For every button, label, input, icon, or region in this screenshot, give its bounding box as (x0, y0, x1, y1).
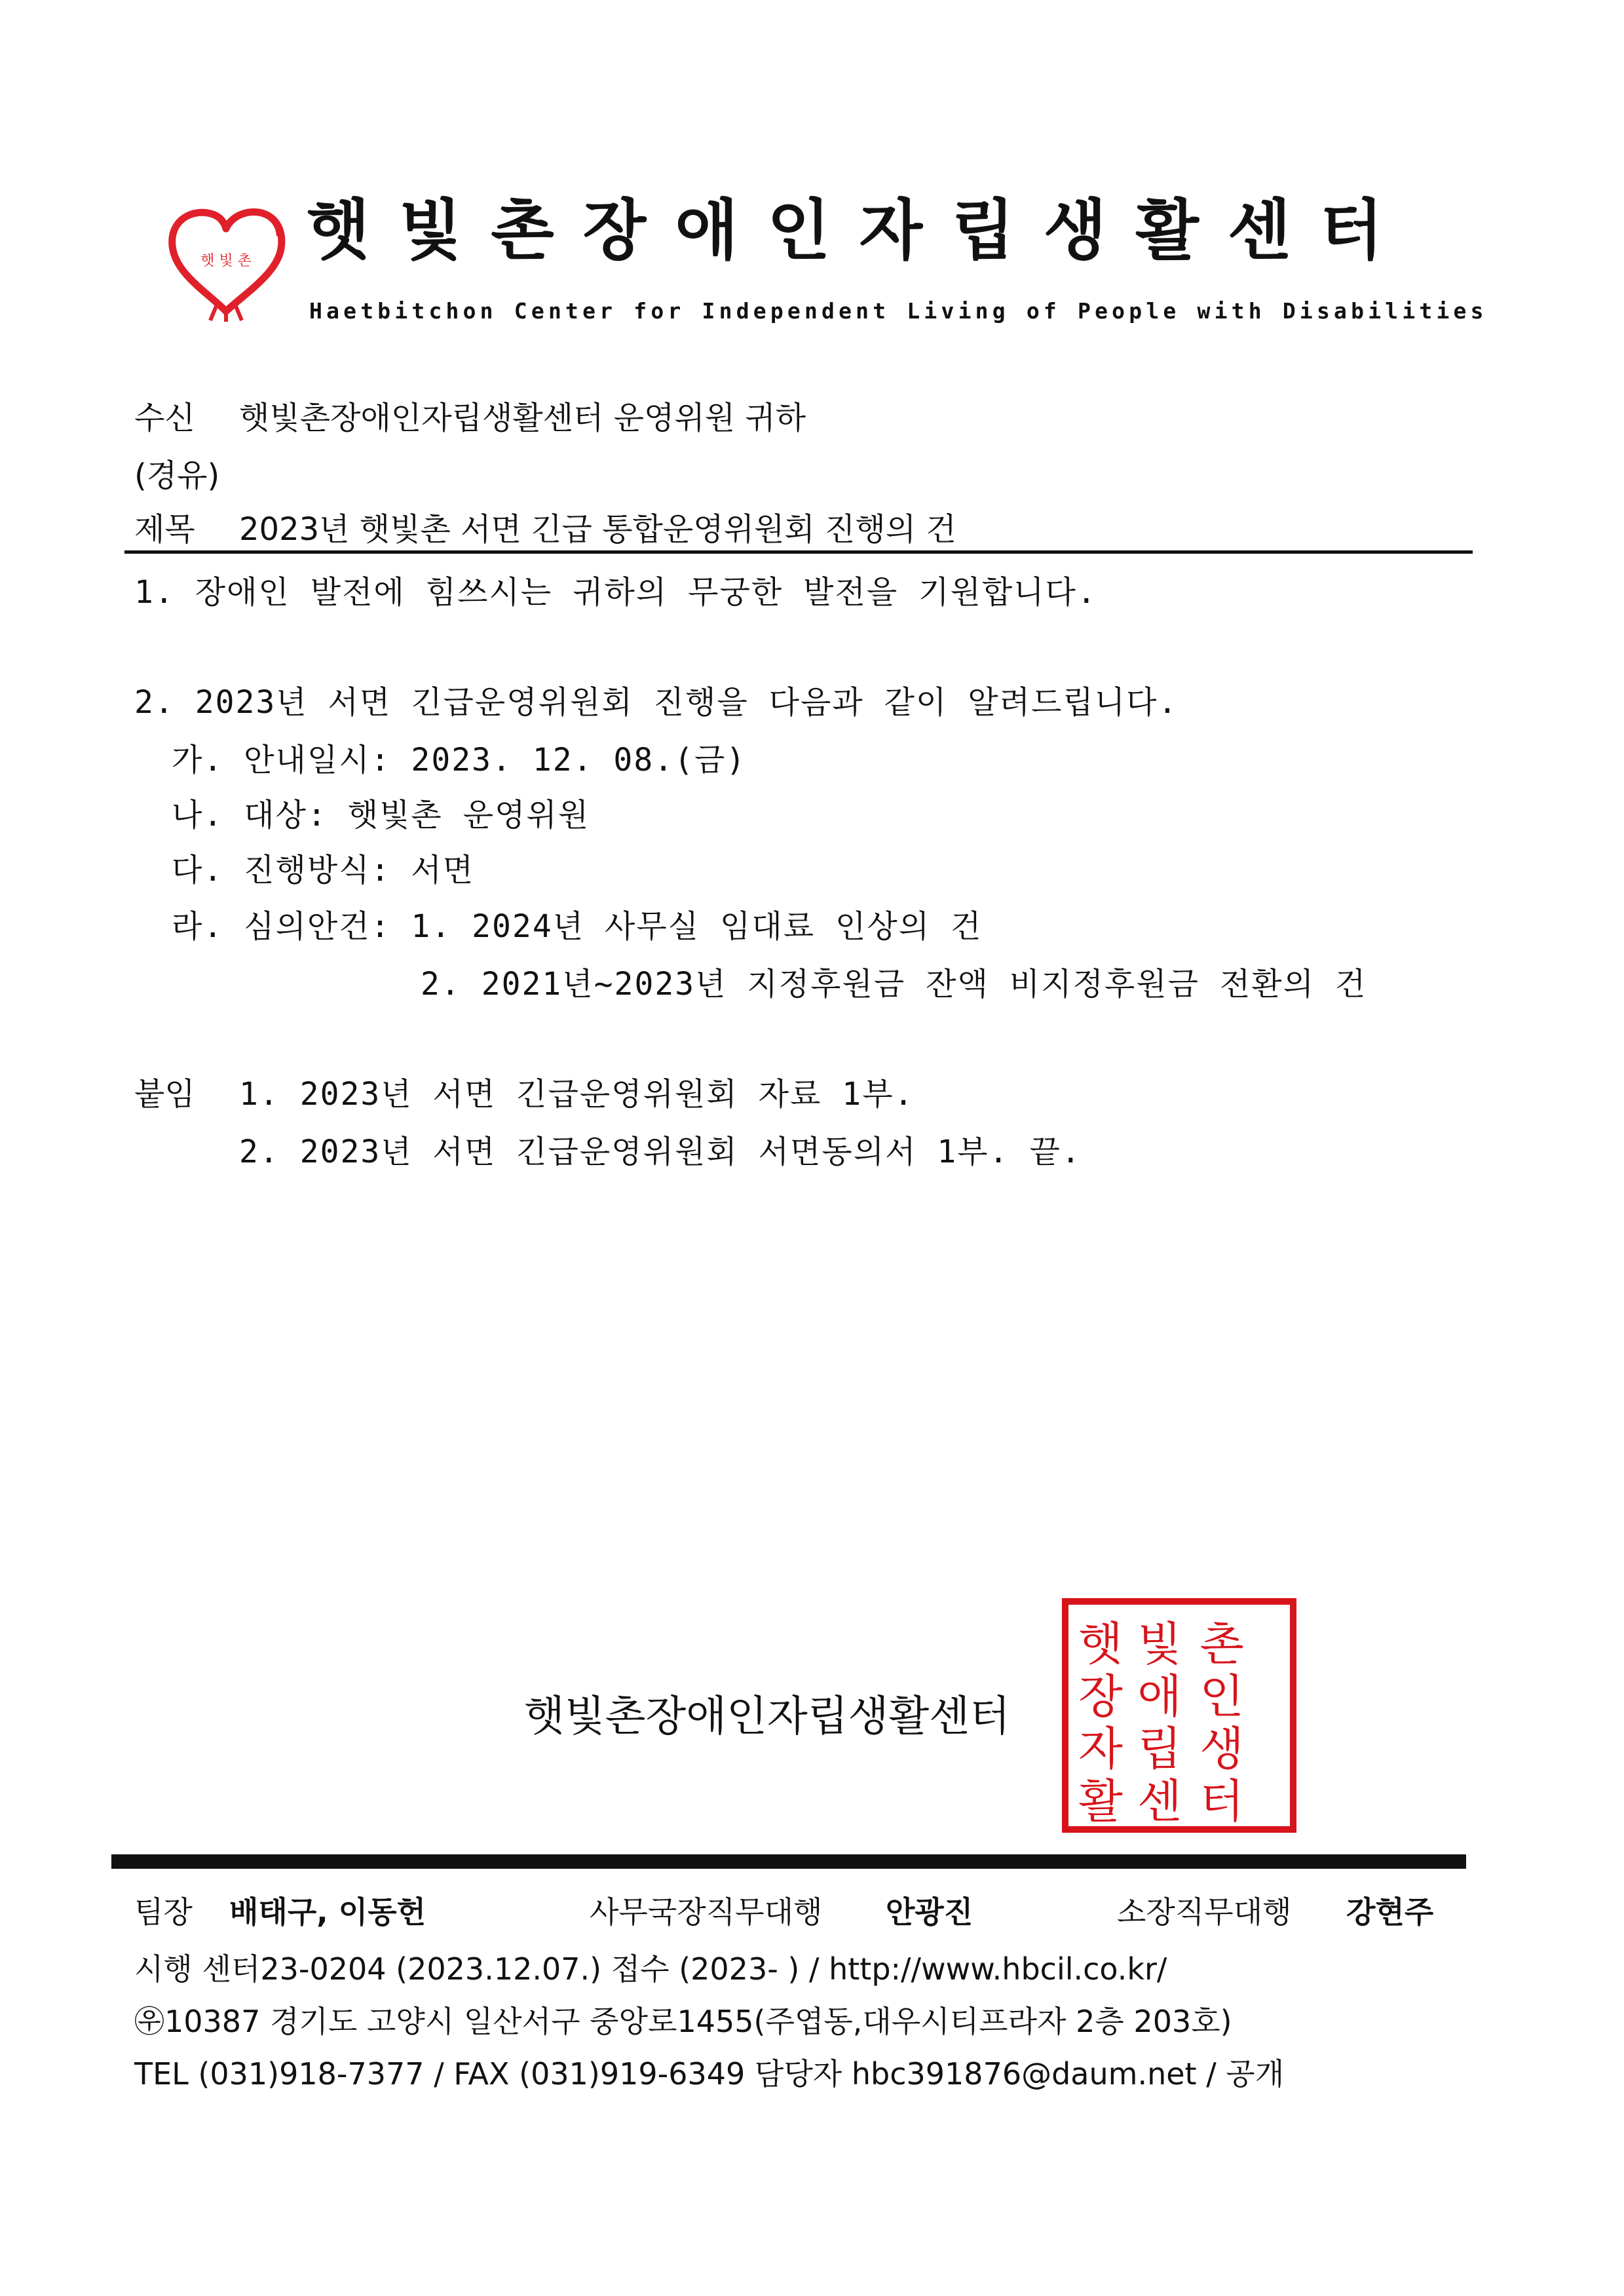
contact-line: TEL (031)918-7377 / FAX (031)919-6349 담당자 hbc391876@daum.net / 공개 (134, 2056, 1285, 2092)
subject-divider (124, 550, 1473, 554)
svg-text:립: 립 (1137, 1722, 1182, 1776)
team-lead-value: 배태구, 이동헌 (229, 1894, 426, 1930)
list-item: 나. 대상: 햇빛촌 운영위원 (172, 797, 590, 833)
list-item: 라. 심의안건: 1. 2024년 사무실 임대료 인상의 건 (172, 908, 983, 945)
attachments-label: 붙임 (134, 1076, 195, 1113)
organization-title: 햇빛촌장애인자립생활센터 (307, 192, 1412, 269)
paragraph-2: 2. 2023년 서면 긴급운영위원회 진행을 다음과 같이 알려드립니다. (134, 684, 1179, 721)
secretary-label: 사무국장직무대행 (590, 1894, 823, 1930)
list-item: 가. 안내일시: 2023. 12. 08.(금) (172, 742, 747, 778)
svg-text:생: 생 (1199, 1722, 1244, 1776)
recipient-value: 햇빛촌장애인자립생활센터 운영위원 귀하 (239, 400, 806, 436)
heart-logo (161, 200, 292, 324)
subject-label: 제목 (134, 511, 195, 548)
official-seal (1061, 1598, 1297, 1833)
subject-value: 2023년 햇빛촌 서면 긴급 통합운영위원회 진행의 건 (239, 511, 956, 548)
svg-text:햇: 햇 (1078, 1617, 1123, 1671)
recipient-label: 수신 (134, 400, 195, 436)
svg-text:터: 터 (1199, 1774, 1244, 1828)
sender-name: 햇빛촌장애인자립생활센터 (524, 1693, 1010, 1741)
footer-divider (111, 1854, 1466, 1869)
svg-text:인: 인 (1199, 1670, 1244, 1723)
via-label: (경유) (134, 457, 220, 494)
svg-text:애: 애 (1137, 1670, 1182, 1723)
secretary-value: 안광진 (886, 1894, 973, 1930)
attachment-item: 1. 2023년 서면 긴급운영위원회 자료 1부. (239, 1076, 915, 1113)
svg-text:활: 활 (1078, 1774, 1123, 1828)
enforcement-line: 시행 센터23-0204 (2023.12.07.) 접수 (2023- ) / http://www.hbcil.co.kr/ (134, 1951, 1167, 1987)
list-item: 다. 진행방식: 서면 (172, 852, 475, 889)
logo-text: 햇 빛 촌 (200, 253, 252, 269)
svg-text:자: 자 (1078, 1722, 1123, 1776)
team-lead-label: 팀장 (134, 1894, 193, 1930)
director-value: 강현주 (1346, 1894, 1434, 1930)
svg-text:센: 센 (1137, 1774, 1182, 1828)
address-line: ㉾10387 경기도 고양시 일산서구 중앙로1455(주엽동,대우시티프라자 2층 203호) (134, 2004, 1232, 2039)
attachment-item: 2. 2023년 서면 긴급운영위원회 서면동의서 1부. 끝. (239, 1134, 1082, 1170)
paragraph-1: 1. 장애인 발전에 힘쓰시는 귀하의 무궁한 발전을 기원합니다. (134, 574, 1097, 611)
svg-text:촌: 촌 (1199, 1617, 1244, 1671)
director-label: 소장직무대행 (1117, 1894, 1292, 1930)
svg-text:장: 장 (1078, 1670, 1123, 1723)
svg-text:빛: 빛 (1137, 1617, 1182, 1671)
organization-subtitle: Haetbitchon Center for Independent Living of People with Disabilities (309, 298, 1488, 324)
list-item-continuation: 2. 2021년~2023년 지정후원금 잔액 비지정후원금 전환의 건 (421, 966, 1367, 1003)
